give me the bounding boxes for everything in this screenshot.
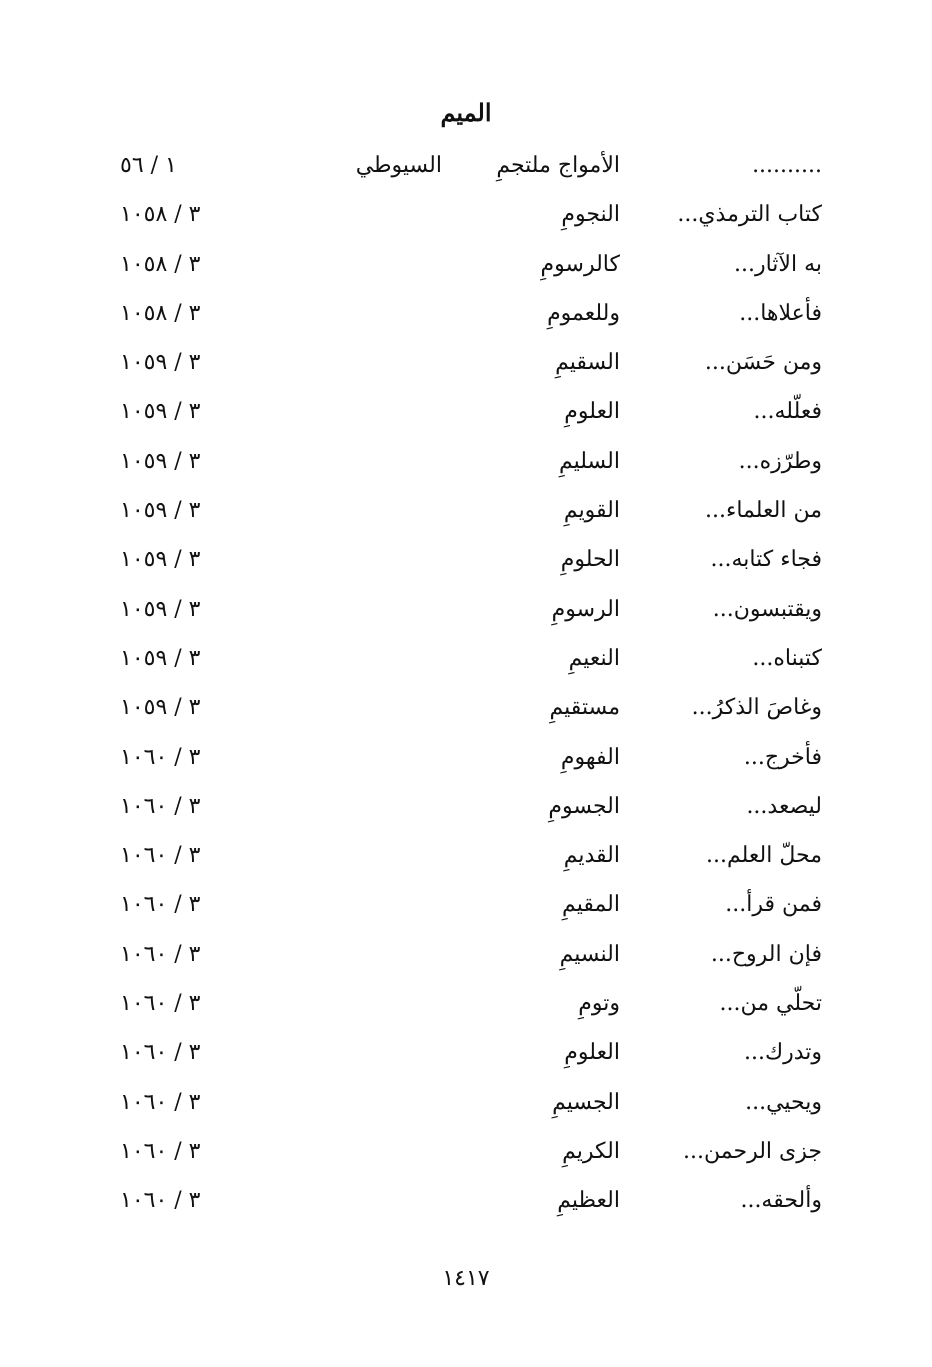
volume-page-ref: ٣ / ١٠٥٩ (120, 695, 201, 721)
volume-page-ref: ٣ / ١٠٦٠ (120, 991, 201, 1017)
index-row (0, 388, 932, 437)
index-row (0, 191, 932, 240)
index-row (0, 881, 932, 930)
index-row (0, 142, 932, 191)
index-row (0, 1177, 932, 1226)
volume-page-ref: ٣ / ١٠٥٨ (120, 251, 201, 277)
rhyme-word: الجسومِ (548, 793, 620, 819)
rhyme-word: الجسيمِ (552, 1089, 620, 1115)
index-row (0, 339, 932, 388)
rhyme-word: مستقيمِ (549, 695, 620, 721)
volume-page-ref: ٣ / ١٠٦٠ (120, 1089, 201, 1115)
verse-opening: ويحيي... (745, 1089, 822, 1115)
volume-page-ref: ١ / ٥٦ (120, 153, 177, 178)
volume-page-ref: ٣ / ١٠٥٨ (120, 202, 201, 228)
verse-opening: ليصعد... (746, 793, 822, 819)
verse-opening: به الآثار... (734, 251, 822, 277)
volume-page-ref: ٣ / ١٠٦٠ (120, 744, 201, 770)
rhyme-word: السقيمِ (555, 350, 620, 376)
rhyme-word: القويمِ (563, 498, 620, 524)
rhyme-word: العلومِ (564, 1040, 620, 1066)
verse-opening: فعلّله... (753, 399, 822, 425)
volume-page-ref: ٣ / ١٠٦٠ (120, 892, 201, 918)
verse-opening: فأعلاها... (739, 300, 822, 326)
verse-opening: ومن حَسَن... (704, 350, 822, 376)
rhyme-word: الفهومِ (560, 744, 620, 770)
verse-opening: وتدرك... (743, 1040, 822, 1066)
verse-opening: محلّ العلم... (706, 843, 822, 869)
index-row (0, 635, 932, 684)
volume-page-ref: ٣ / ١٠٦٠ (120, 941, 201, 967)
index-row (0, 1128, 932, 1177)
index-row (0, 783, 932, 832)
volume-page-ref: ٣ / ١٠٥٨ (120, 300, 201, 326)
volume-page-ref: ٣ / ١٠٥٩ (120, 350, 201, 376)
rhyme-word: العظيمِ (557, 1188, 620, 1214)
index-row (0, 734, 932, 783)
rhyme-word: الرسومِ (551, 596, 620, 622)
verse-opening: .......... (752, 153, 822, 178)
verse-opening: وغاصَ الذكرُ... (691, 695, 822, 721)
section-heading: الميم (440, 98, 492, 127)
volume-page-ref: ٣ / ١٠٥٩ (120, 498, 201, 524)
index-row (0, 1079, 932, 1128)
poet-name: السيوطي (355, 153, 442, 178)
index-row (0, 931, 932, 980)
verse-opening: ويقتبسون... (712, 596, 822, 622)
volume-page-ref: ٣ / ١٠٥٩ (120, 645, 201, 671)
rhyme-word: النعيمِ (568, 645, 620, 671)
verse-opening: فإن الروح... (710, 941, 822, 967)
verse-index-list (0, 142, 932, 1227)
index-row (0, 438, 932, 487)
rhyme-word: الأمواج ملتجمِ (496, 153, 620, 178)
volume-page-ref: ٣ / ١٠٦٠ (120, 1188, 201, 1214)
index-row (0, 536, 932, 585)
verse-opening: تحلّي من... (719, 991, 822, 1017)
rhyme-word: الكريمِ (562, 1138, 620, 1164)
rhyme-word: النجومِ (561, 202, 620, 228)
verse-opening: كتبناه... (752, 645, 822, 671)
rhyme-word: وللعمومِ (547, 300, 620, 326)
verse-opening: فأخرج... (743, 744, 822, 770)
rhyme-word: كالرسومِ (540, 251, 620, 277)
index-row (0, 832, 932, 881)
volume-page-ref: ٣ / ١٠٦٠ (120, 793, 201, 819)
volume-page-ref: ٣ / ١٠٦٠ (120, 843, 201, 869)
rhyme-word: النسيمِ (559, 941, 620, 967)
index-row (0, 290, 932, 339)
verse-opening: فمن قرأ... (725, 892, 822, 918)
volume-page-ref: ٣ / ١٠٥٩ (120, 448, 201, 474)
verse-opening: وطرّزه... (738, 448, 822, 474)
volume-page-ref: ٣ / ١٠٥٩ (120, 399, 201, 425)
index-row (0, 1029, 932, 1078)
verse-opening: جزى الرحمن... (683, 1138, 822, 1164)
index-row (0, 241, 932, 290)
rhyme-word: المقيمِ (562, 892, 620, 918)
index-row (0, 487, 932, 536)
volume-page-ref: ٣ / ١٠٥٩ (120, 547, 201, 573)
verse-opening: وألحقه... (740, 1188, 822, 1214)
page-number: ١٤١٧ (442, 1266, 490, 1291)
index-row (0, 684, 932, 733)
volume-page-ref: ٣ / ١٠٥٩ (120, 596, 201, 622)
verse-opening: كتاب الترمذي... (677, 202, 822, 228)
verse-opening: من العلماء... (705, 498, 822, 524)
rhyme-word: وتومِ (578, 991, 620, 1017)
verse-opening: فجاء كتابه... (710, 547, 822, 573)
rhyme-word: السليمِ (558, 448, 620, 474)
index-row (0, 980, 932, 1029)
rhyme-word: القديمِ (563, 843, 620, 869)
rhyme-word: الحلومِ (560, 547, 620, 573)
index-row (0, 586, 932, 635)
rhyme-word: العلومِ (564, 399, 620, 425)
volume-page-ref: ٣ / ١٠٦٠ (120, 1138, 201, 1164)
volume-page-ref: ٣ / ١٠٦٠ (120, 1040, 201, 1066)
